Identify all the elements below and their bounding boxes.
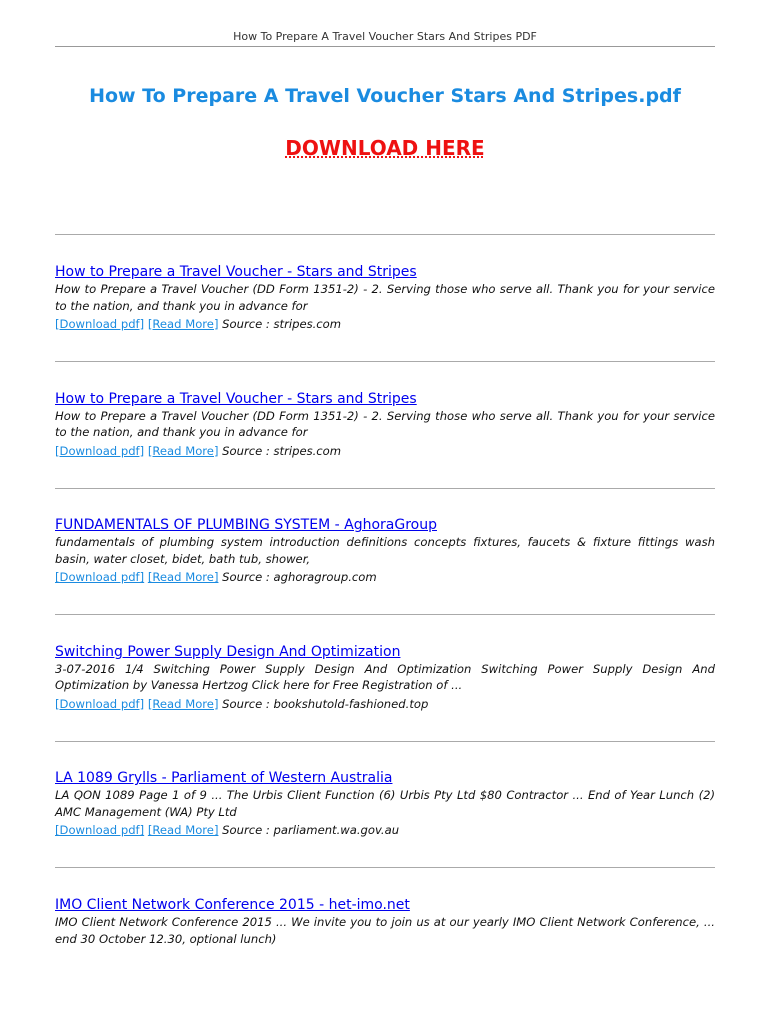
- result-entry: [55, 769, 715, 839]
- result-description: 3-07-2016 1/4 Switching Power Supply Design And Optimization Switching Power Supply Design And Optimization by Vanessa Hertzog Click here for Free Registration of ...: [55, 661, 715, 693]
- result-entry: [55, 516, 715, 586]
- divider: [55, 361, 715, 362]
- download-here-link[interactable]: DOWNLOAD HERE: [285, 136, 485, 160]
- result-source: Source : stripes.com: [222, 443, 342, 458]
- read-more-link[interactable]: [Read More]: [147, 823, 219, 838]
- result-title-link[interactable]: How to Prepare a Travel Voucher - Stars and Stripes: [55, 390, 417, 407]
- header-divider: [55, 46, 715, 47]
- download-pdf-link[interactable]: [Download pdf]: [55, 317, 145, 331]
- result-links: [55, 821, 715, 839]
- divider: [55, 614, 715, 615]
- result-title-link[interactable]: FUNDAMENTALS OF PLUMBING SYSTEM - AghoraGroup: [55, 517, 437, 534]
- result-description: IMO Client Network Conference 2015 ... We invite you to join us at our yearly IMO Client Network Conference, ... end 30 October 12.30, optional lunch): [55, 915, 715, 946]
- result-source: Source : aghoragroup.com: [222, 570, 377, 585]
- result-description: How to Prepare a Travel Voucher (DD Form 1351-2) - 2. Serving those who serve all. Thank you for your service to the nation, and thank you in advance for: [55, 408, 715, 440]
- download-pdf-link[interactable]: [Download pdf]: [55, 696, 145, 711]
- result-title-link[interactable]: How to Prepare a Travel Voucher - Stars and Stripes: [55, 264, 417, 280]
- result-source: Source : parliament.wa.gov.au: [222, 823, 400, 838]
- result-title-link[interactable]: IMO Client Network Conference 2015 - het-imo.net: [55, 897, 410, 913]
- result-entry: [55, 643, 715, 713]
- result-source: Source : stripes.com: [222, 317, 342, 331]
- document-title: How To Prepare A Travel Voucher Stars And Stripes.pdf: [89, 85, 681, 107]
- download-pdf-link[interactable]: [Download pdf]: [55, 570, 145, 585]
- read-more-link[interactable]: [Read More]: [147, 317, 219, 331]
- result-title-link[interactable]: LA 1089 Grylls - Parliament of Western Australia: [55, 770, 393, 787]
- result-links: [55, 695, 715, 713]
- result-source: Source : bookshutold-fashioned.top: [222, 696, 429, 711]
- read-more-link[interactable]: [Read More]: [147, 696, 219, 711]
- result-entry: [55, 390, 715, 460]
- divider: [55, 867, 715, 868]
- result-description: LA QON 1089 Page 1 of 9 ... The Urbis Client Function (6) Urbis Pty Ltd $80 Contractor ... End of Year Lunch (2) AMC Management (WA) Pty Ltd: [55, 788, 715, 819]
- page-header: How To Prepare A Travel Voucher Stars And Stripes PDF: [233, 30, 537, 43]
- read-more-link[interactable]: [Read More]: [147, 443, 219, 458]
- result-description: fundamentals of plumbing system introduction definitions concepts fixtures, faucets & fixture fittings wash basin, water closet, bidet, bath tub, shower,: [55, 535, 715, 566]
- result-entry: [55, 896, 715, 947]
- divider: [55, 741, 715, 742]
- result-links: [55, 568, 715, 586]
- download-pdf-link[interactable]: [Download pdf]: [55, 823, 145, 838]
- download-pdf-link[interactable]: [Download pdf]: [55, 443, 145, 458]
- result-links: [55, 315, 715, 333]
- result-description: How to Prepare a Travel Voucher (DD Form 1351-2) - 2. Serving those who serve all. Thank you for your service to the nation, and thank you in advance for: [55, 282, 715, 313]
- divider: [55, 488, 715, 489]
- result-title-link[interactable]: Switching Power Supply Design And Optimization: [55, 643, 401, 660]
- result-entry: [55, 263, 715, 333]
- divider: [55, 234, 715, 235]
- result-links: [55, 442, 715, 460]
- read-more-link[interactable]: [Read More]: [147, 570, 219, 585]
